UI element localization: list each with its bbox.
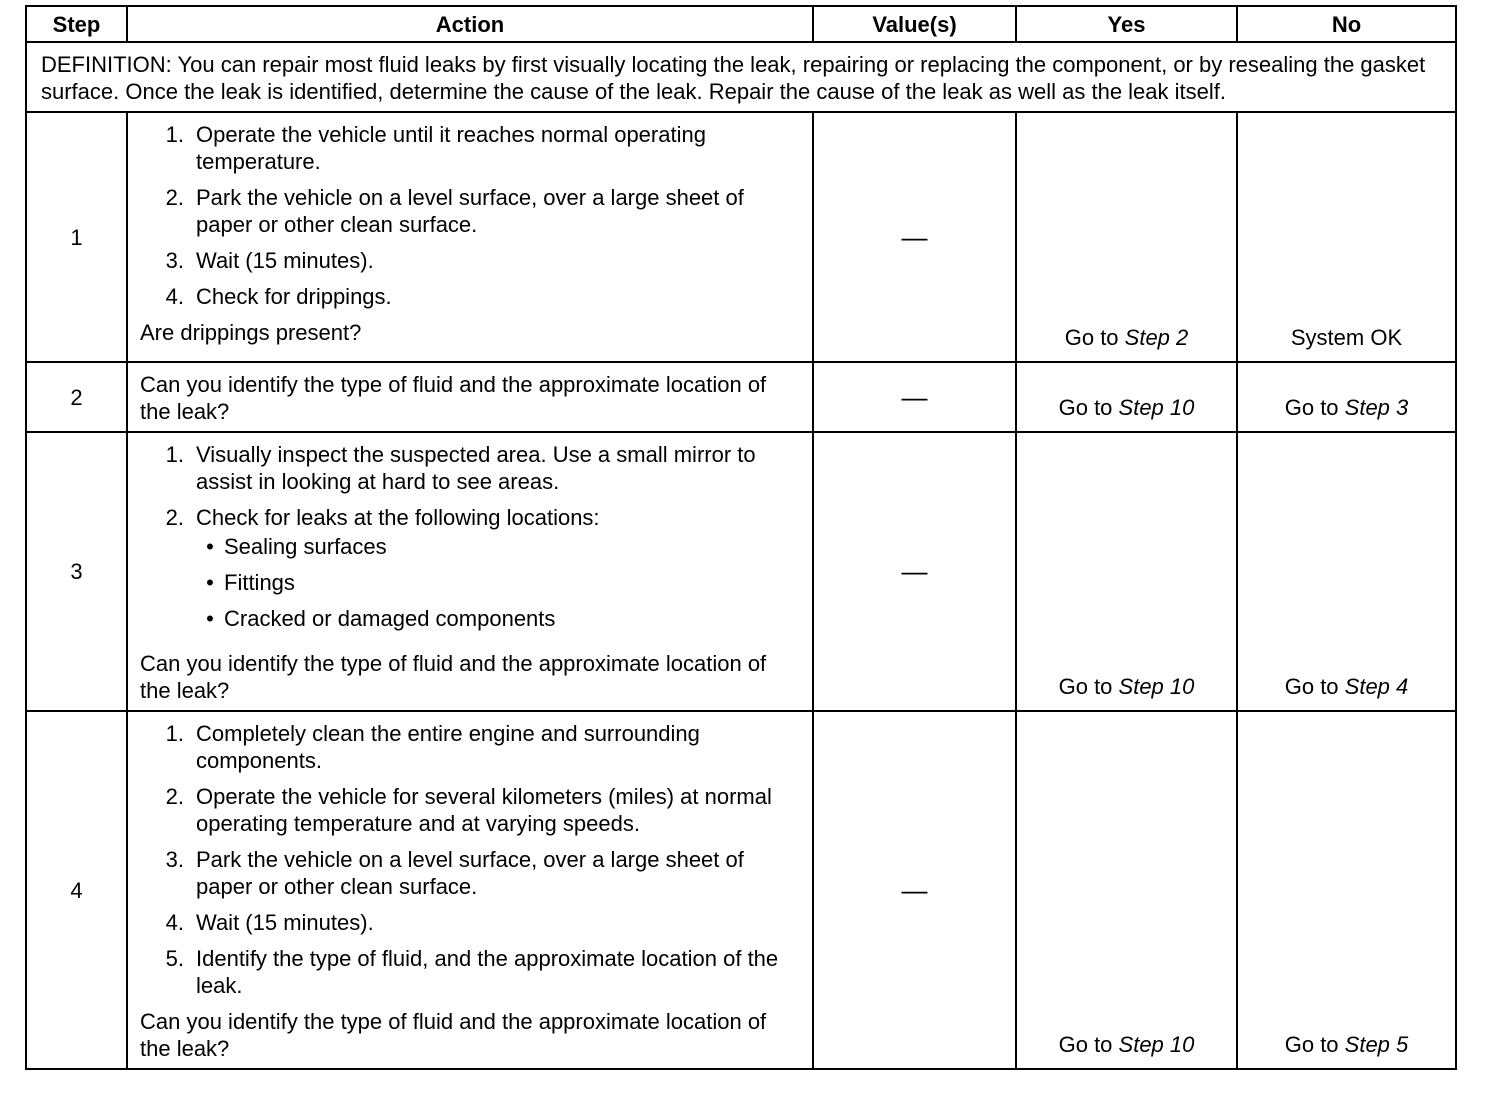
no-step-ref: Step 3 — [1344, 395, 1409, 420]
item-number: 4. — [165, 910, 184, 935]
item-text: Check for leaks at the following locations: — [196, 505, 600, 530]
value-cell: — — [813, 432, 1016, 711]
step-number: 2 — [26, 362, 127, 432]
value-cell: — — [813, 112, 1016, 362]
item-number: 3. — [165, 847, 184, 872]
bullet-item — [196, 533, 802, 560]
yes-step-ref: Step 2 — [1124, 325, 1189, 350]
item-text: Visually inspect the suspected area. Use a small mirror to assist in looking at hard to see areas. — [196, 442, 756, 494]
action-cell — [127, 112, 813, 362]
no-prefix: Go to — [1284, 395, 1345, 420]
item-text: Check for drippings. — [196, 284, 392, 309]
item-number: 1. — [165, 122, 184, 147]
step-number: 1 — [26, 112, 127, 362]
action-question: Can you identify the type of fluid and the approximate location of the leak? — [140, 651, 767, 703]
list-item — [140, 441, 802, 495]
list-item — [140, 783, 802, 837]
yes-cell — [1016, 112, 1237, 362]
yes-step-ref: Step 10 — [1118, 395, 1195, 420]
yes-prefix: Go to — [1058, 395, 1119, 420]
list-item — [140, 909, 802, 936]
bullet-icon: • — [206, 534, 214, 559]
item-text: Operate the vehicle until it reaches normal operating temperature. — [196, 122, 706, 174]
yes-prefix: Go to — [1064, 325, 1125, 350]
list-item — [140, 846, 802, 900]
no-cell — [1237, 362, 1456, 432]
bullet-text: Sealing surfaces — [224, 534, 387, 559]
action-question: Are drippings present? — [140, 320, 362, 345]
item-number: 2. — [165, 185, 184, 210]
action-cell — [127, 711, 813, 1069]
item-number: 2. — [165, 784, 184, 809]
item-text: Identify the type of fluid, and the approximate location of the leak. — [196, 946, 779, 998]
yes-cell — [1016, 432, 1237, 711]
action-list — [140, 720, 802, 999]
action-cell — [127, 432, 813, 711]
action-cell — [127, 362, 813, 432]
item-text: Wait (15 minutes). — [196, 248, 374, 273]
item-number: 4. — [165, 284, 184, 309]
yes-step-ref: Step 10 — [1118, 674, 1195, 699]
definition-row — [26, 42, 1456, 112]
action-list — [140, 121, 802, 310]
bullet-text: Cracked or damaged components — [224, 606, 556, 631]
action-question: Can you identify the type of fluid and the approximate location of the leak? — [140, 372, 767, 424]
diagnostic-table — [25, 5, 1457, 1070]
bullet-list — [196, 533, 802, 632]
item-number: 3. — [165, 248, 184, 273]
header-no: No — [1237, 6, 1456, 42]
list-item — [140, 184, 802, 238]
table-row — [26, 362, 1456, 432]
value-cell: — — [813, 711, 1016, 1069]
yes-step-ref: Step 10 — [1118, 1032, 1195, 1057]
bullet-item — [196, 569, 802, 596]
no-cell — [1237, 112, 1456, 362]
list-item — [140, 504, 802, 641]
list-item — [140, 720, 802, 774]
no-step-ref: Step 5 — [1344, 1032, 1409, 1057]
no-prefix: Go to — [1284, 674, 1345, 699]
yes-cell — [1016, 362, 1237, 432]
step-number: 4 — [26, 711, 127, 1069]
value-cell: — — [813, 362, 1016, 432]
bullet-icon: • — [206, 570, 214, 595]
no-prefix: System OK — [1290, 325, 1403, 350]
item-text: Wait (15 minutes). — [196, 910, 374, 935]
header-row — [26, 6, 1456, 42]
list-item — [140, 283, 802, 310]
list-item — [140, 247, 802, 274]
bullet-icon: • — [206, 606, 214, 631]
action-question: Can you identify the type of fluid and the approximate location of the leak? — [140, 1009, 767, 1061]
list-item — [140, 945, 802, 999]
table-row — [26, 432, 1456, 711]
bullet-text: Fittings — [224, 570, 295, 595]
item-body — [196, 504, 802, 641]
header-action: Action — [127, 6, 813, 42]
step-number: 3 — [26, 432, 127, 711]
header-values: Value(s) — [813, 6, 1016, 42]
item-text: Operate the vehicle for several kilometers (miles) at normal operating temperature and at varying speeds. — [196, 784, 772, 836]
item-number: 1. — [165, 442, 184, 467]
item-number: 5. — [165, 946, 184, 971]
item-text: Park the vehicle on a level surface, over a large sheet of paper or other clean surface. — [196, 847, 744, 899]
table-row — [26, 711, 1456, 1069]
no-step-ref: Step 4 — [1344, 674, 1409, 699]
definition-text: DEFINITION: You can repair most fluid leaks by first visually locating the leak, repairing or replacing the component, or by resealing the gasket surface. Once the leak is identified, determine the cause of the leak. Repair the cause of the leak as well as the leak itself. — [26, 42, 1456, 112]
header-step: Step — [26, 6, 127, 42]
yes-prefix: Go to — [1058, 674, 1119, 699]
no-prefix: Go to — [1284, 1032, 1345, 1057]
yes-prefix: Go to — [1058, 1032, 1119, 1057]
header-yes: Yes — [1016, 6, 1237, 42]
item-number: 1. — [165, 721, 184, 746]
item-number: 2. — [165, 505, 184, 530]
yes-cell — [1016, 711, 1237, 1069]
list-item — [140, 121, 802, 175]
bullet-item — [196, 605, 802, 632]
item-text: Park the vehicle on a level surface, over a large sheet of paper or other clean surface. — [196, 185, 744, 237]
item-text: Completely clean the entire engine and surrounding components. — [196, 721, 700, 773]
action-list — [140, 441, 802, 641]
no-cell — [1237, 711, 1456, 1069]
no-cell — [1237, 432, 1456, 711]
table-row — [26, 112, 1456, 362]
